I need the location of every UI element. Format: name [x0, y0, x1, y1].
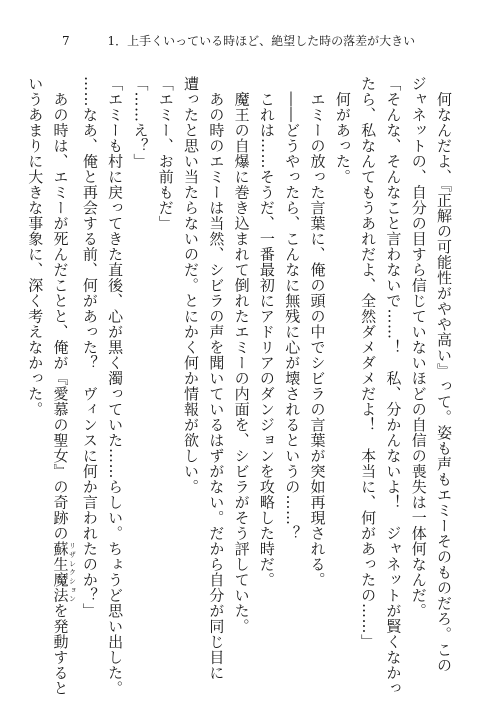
- text-line-14: 「エミーも村に戻ってきた直後、心が黒く濁っていた……らしい。ちょうど思い出した。: [106, 76, 125, 696]
- text-line-16: あの時は、エミーが死んだことと、俺が『愛慕の聖女』の奇跡の蘇生魔法 リザレクションを発動すると: [51, 76, 77, 696]
- body-text: [22, 76, 456, 696]
- text-line-17: いうあまりに大きな事象に、深く考えなかった。: [26, 76, 45, 417]
- text-line-5: 何があった。: [333, 76, 352, 185]
- text-line-2: ジャネットの、自分の目すら信じていないほどの自信の喪失は一体何なんだ。: [409, 76, 428, 619]
- text-line-6: エミーの放った言葉に、俺の頭の中でシビラの言葉が突如再現される。: [308, 76, 327, 588]
- text-line-1: 何なんだよ、『正解の可能性がやや高い』って。姿も声もエミーそのものだろ。この: [435, 76, 453, 673]
- text-line-4: たら、私なんてもうあれだよ、全然ダメダメだよ！ 本当に、何があったの……」: [359, 76, 378, 650]
- text-line-8: これは……そうだ、一番最初にアドリアのダンジョンを攻略した時だ。: [257, 76, 276, 588]
- text-line-15: ……なあ、俺と再会する前、何があった？ ヴィンスに何か言われたのか？」: [80, 76, 99, 619]
- page-number: 7: [62, 34, 70, 48]
- text-line-11: 遭ったと思い当たらないのだ。とにかく何か情報が欲しい。: [182, 76, 201, 495]
- text-line-12: 「エミー、お前もだ」: [156, 76, 175, 231]
- ruby-reading: リザレクション: [68, 541, 77, 603]
- ruby-annotation: [51, 541, 77, 603]
- text-line-9: 魔王の自爆に巻き込まれて倒れたエミーの内面を、シビラがそう評していた。: [232, 76, 251, 634]
- text-line-3: 「そんな、そんなこと言わないで……！ 私、分かんないよ！ ジャネットが賢くなかっ: [384, 76, 403, 696]
- running-head: [62, 32, 415, 50]
- text-line-10: あの時のエミーは当然、シビラの声を聞いているはずがない。だから自分が同じ目に: [207, 76, 226, 681]
- text-line-7: ――どうやったら、こんなに無残に心が壊されるというの……？: [283, 76, 302, 541]
- chapter-title: 1．上手くいっている時ほど、絶望した時の落差が大きい: [107, 34, 416, 48]
- text-line-13: 「……え？」: [131, 76, 150, 169]
- ruby-base: 蘇生魔法: [51, 541, 70, 603]
